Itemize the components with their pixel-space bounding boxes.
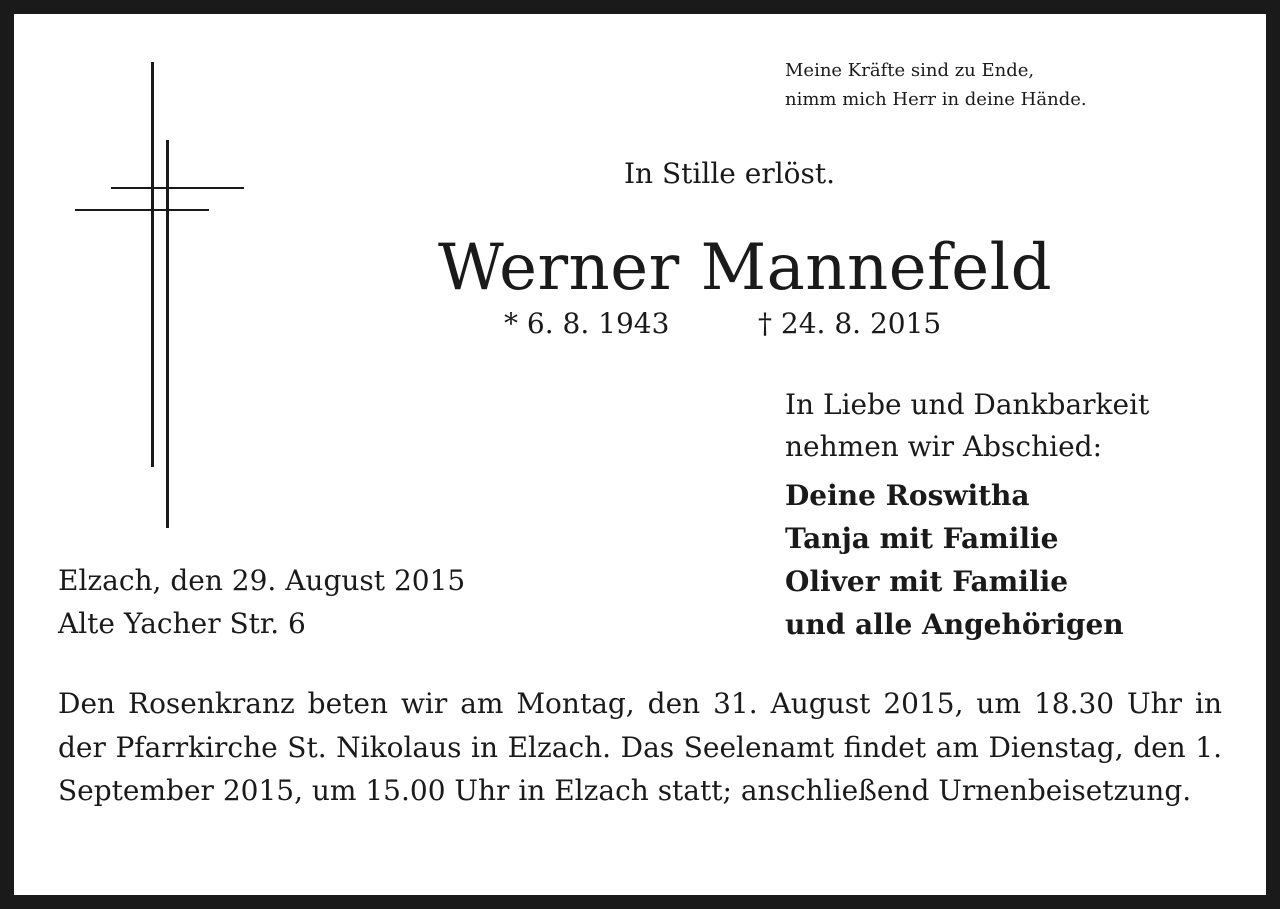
birth-date: * 6. 8. 1943	[504, 307, 670, 340]
farewell-line-1: In Liebe und Dankbarkeit	[785, 388, 1150, 421]
deceased-name: Werner Mannefeld	[438, 231, 1053, 305]
mourner-item: und alle Angehörigen	[785, 608, 1124, 641]
service-details: Den Rosenkranz beten wir am Montag, den 31. August 2015, um 18.30 Uhr in der Pfarrkirche St. Nikolaus in Elzach. Das Seelenamt findet am Dienstag, den 1. September 2015, um 15.00 Uhr in Elzach statt; anschließend Urnenbeisetzung.	[58, 687, 1222, 807]
mourner-item: Tanja mit Familie	[785, 522, 1059, 555]
mourner-item: Oliver mit Familie	[785, 565, 1069, 598]
place-date-line: Elzach, den 29. August 2015	[58, 564, 466, 597]
death-date: † 24. 8. 2015	[758, 307, 942, 340]
motto-verse	[785, 56, 1087, 114]
motto-line-2: nimm mich Herr in deine Hände.	[785, 89, 1087, 110]
address-line: Alte Yacher Str. 6	[58, 607, 306, 640]
farewell-line-2: nehmen wir Abschied:	[785, 430, 1103, 463]
farewell-text	[785, 384, 1149, 468]
mourners-list	[785, 474, 1124, 646]
intro-text: In Stille erlöst.	[624, 157, 836, 190]
motto-line-1: Meine Kräfte sind zu Ende,	[785, 60, 1035, 81]
mourner-item: Deine Roswitha	[785, 479, 1030, 512]
place-and-date	[58, 559, 465, 645]
